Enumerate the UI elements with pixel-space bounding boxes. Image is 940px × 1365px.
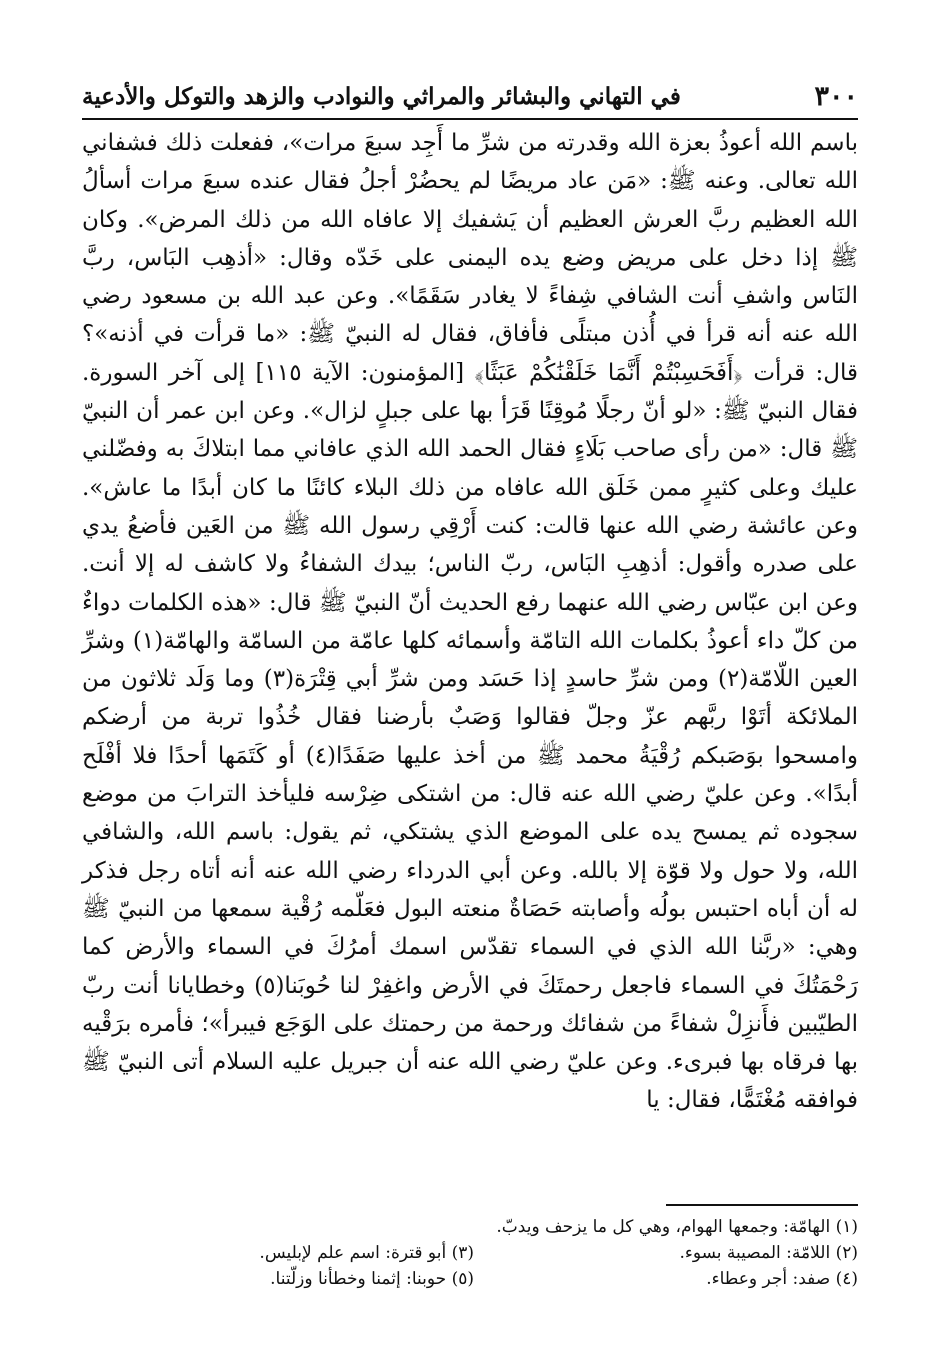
footnote-1: (١) الهامّة: وجمعها الهوام، وهي كل ما يزحف ويدبّ. [496, 1217, 858, 1237]
footnote-row [82, 1214, 858, 1240]
footnote-5: (٥) حوبنا: إثمنا وخطأنا وزلّتنا. [270, 1269, 474, 1289]
footnote-row [82, 1240, 858, 1266]
footnote-row [82, 1266, 858, 1292]
footnote-2: (٢) اللامّة: المصيبة بسوء. [679, 1243, 858, 1263]
running-title: في التهاني والبشائر والمراثي والنوادب والزهد والتوكل والأدعية [82, 82, 681, 110]
footnote-3: (٣) أبو قترة: اسم علم لإبليس. [259, 1243, 474, 1263]
footnote-4: (٤) صفد: أجر وعطاء. [706, 1269, 858, 1289]
page-header [82, 74, 858, 120]
footnote-divider [666, 1204, 858, 1206]
body-paragraph: باسم الله أعوذُ بعزة الله وقدرته من شرِّ ما أَجِد سبعَ مرات»، ففعلت ذلك فشفاني الله تعالى. وعنه ﷺ: «مَن عاد مريضًا لم يحضُرْ أجلُ فقال عنده سبعَ مرات أسألُ الله العظيم ربَّ العرش العظيم أن يَشفيك إلا عافاه الله من ذلك المرض». وكان ﷺ إذا دخل على مريض وضع يده اليمنى على خَدّه وقال: «أذهِب البَاس، ربَّ النَاس واشفِ أنت الشافي شِفاءً لا يغادر سَقَمًا». وعن عبد الله بن مسعود رضي الله عنه أنه قرأ في أُذن مبتلًى فأفاق، فقال له النبيّ ﷺ: «ما قرأت في أذنه»؟ قال: قرأت ﴿أَفَحَسِبْتُمْ أَنَّمَا خَلَقْنَٰكُمْ عَبَثًا﴾ [المؤمنون: الآية ١١٥] إلى آخر السورة. فقال النبيّ ﷺ: «لو أنّ رجلًا مُوقِنًا قَرَأ بها على جبلٍ لزال». وعن ابن عمر أن النبيّ ﷺ قال: «من رأى صاحب بَلَاءٍ فقال الحمد الله الذي عافاني مما ابتلاكَ به وفضّلني عليك وعلى كثيرٍ ممن خَلَق الله عافاه من ذلك البلاء كائنًا ما كان أبدًا ما عاش». وعن عائشة رضي الله عنها قالت: كنت أَرْقِي رسول الله ﷺ من العَين فأضعُ يدي على صدره وأقول: أذهِبِ البَاس، ربّ الناس؛ بيدك الشفاءُ ولا كاشف له إلا أنت. وعن ابن عبّاس رضي الله عنهما رفع الحديث أنّ النبيّ ﷺ قال: «هذه الكلمات دواءٌ من كلّ داء أعوذُ بكلمات الله التامّة وأسمائه كلها عامّة من السامّة والهامّة(١) وشرِّ العين اللّامّة(٢) ومن شرِّ حاسدٍ إذا حَسَد ومن شرِّ أبي قِتْرَة(٣) وما وَلَد ثلاثون من الملائكة أتَوْا ربَّهم عزّ وجلّ فقالوا وَصَبٌ بأرضنا فقال خُذُوا تربة من أرضكم وامسحوا بوَصَبكم رُقْيَةُ محمد ﷺ من أخذ عليها صَفَدًا(٤) أو كَتَمَها أحدًا فلا أفْلَح أبدًا». وعن عليّ رضي الله عنه قال: من اشتكى ضِرْسه فليأخذ الترابَ من موضع سجوده ثم يمسح يده على الموضع الذي يشتكي، ثم يقول: باسم الله، والشافي الله، ولا حول ولا قوّة إلا بالله. وعن أبي الدرداء رضي الله عنه أنه أتاه رجل فذكر له أن أباه احتبس بولُه وأصابته حَصَاةٌ منعته البول فعَلّمه رُقْية سمعها من النبيّ ﷺ وهي: «ربَّنا الله الذي في السماء تقدّس اسمك أمرُكَ في السماء والأرض كما رَحْمَتُكَ في السماء فاجعل رحمتَكَ في الأرض واغفِرْ لنا حُوبَنا(٥) وخطايانا أنت ربّ الطيّبين فأَنزِلْ شفاءً من شفائك ورحمة من رحمتك على الوَجَع فيبرأ»؛ فأمره برَقْيه بها فرقاه بها فبرىء. وعن عليّ رضي الله عنه أن جبريل عليه السلام أتى النبيّ ﷺ فوافقه مُغْتَمًّا، فقال: يا [82, 130, 859, 1114]
footnotes [82, 1214, 858, 1292]
page-number: ٣٠٠ [814, 80, 858, 112]
main-text [82, 124, 858, 1120]
